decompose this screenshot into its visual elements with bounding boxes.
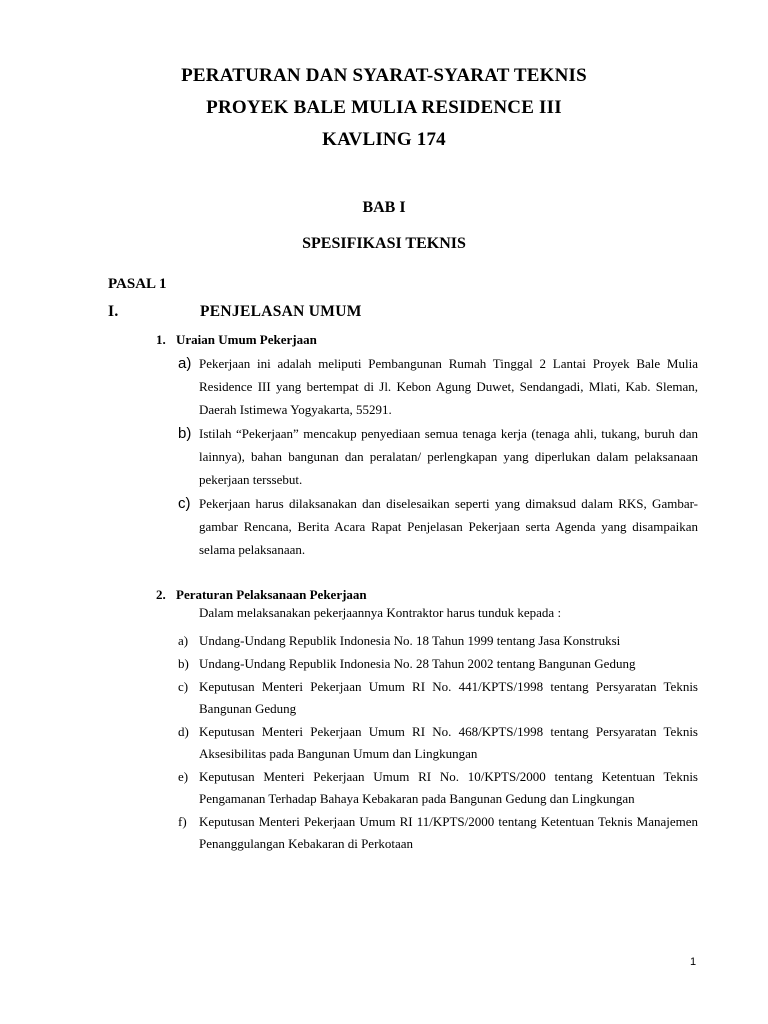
subsection-2-heading	[156, 587, 367, 603]
list-item-text: Keputusan Menteri Pekerjaan Umum RI No. 441/KPTS/1998 tentang Persyaratan Teknis Bangunan Gedung	[199, 679, 698, 716]
list-item-text: Keputusan Menteri Pekerjaan Umum RI 11/KPTS/2000 tentang Ketentuan Teknis Manajemen Penanggulangan Kebakaran di Perkotaan	[199, 814, 698, 851]
list-item-text: Undang-Undang Republik Indonesia No. 18 Tahun 1999 tentang Jasa Konstruksi	[199, 633, 621, 648]
list-marker: c)	[178, 495, 191, 512]
chapter-heading	[0, 190, 768, 262]
section-heading	[108, 303, 362, 321]
list-marker: f)	[178, 814, 187, 829]
subsection-1-heading	[156, 332, 317, 348]
list-marker: d)	[178, 724, 189, 739]
list-item	[178, 653, 698, 675]
list-item-text: Undang-Undang Republik Indonesia No. 28 Tahun 2002 tentang Bangunan Gedung	[199, 656, 636, 671]
list-item-text: Pekerjaan harus dilaksanakan dan diselesaikan seperti yang dimaksud dalam RKS, Gambar-gambar Rencana, Berita Acara Rapat Penjelasan Pekerjaan serta Agenda yang disampaikan selama pelaksanaan.	[199, 496, 698, 557]
list-marker: e)	[178, 769, 189, 784]
section-title: PENJELASAN UMUM	[200, 303, 362, 320]
list-item	[178, 630, 698, 652]
chapter-label: BAB I	[362, 199, 406, 216]
list-item	[178, 492, 698, 561]
list-item-text: Keputusan Menteri Pekerjaan Umum RI No. 10/KPTS/2000 tentang Ketentuan Teknis Pengamanan Terhadap Bahaya Kebakaran pada Bangunan Gedung dan Lingkungan	[199, 769, 698, 806]
page-number: 1	[690, 956, 697, 968]
subsection-2-list	[178, 630, 698, 856]
section-number: I.	[108, 303, 119, 320]
list-item	[178, 422, 698, 491]
list-item	[178, 766, 698, 810]
title-line-2: PROYEK BALE MULIA RESIDENCE III	[206, 97, 562, 118]
title-line-1: PERATURAN DAN SYARAT-SYARAT TEKNIS	[181, 65, 587, 86]
list-marker: a)	[178, 355, 192, 372]
list-item	[178, 721, 698, 765]
title-line-3: KAVLING 174	[322, 129, 446, 150]
subsection-2-intro: Dalam melaksanakan pekerjaannya Kontraktor harus tunduk kepada :	[199, 605, 562, 620]
list-item-text: Pekerjaan ini adalah meliputi Pembangunan Rumah Tinggal 2 Lantai Proyek Bale Mulia Residence III yang bertempat di Jl. Kebon Agung Duwet, Sendangadi, Mlati, Kab. Sleman, Daerah Istimewa Yogyakarta, 55291.	[199, 356, 698, 417]
article-heading: PASAL 1	[108, 276, 167, 292]
subsection-1-title: Uraian Umum Pekerjaan	[176, 332, 317, 347]
list-marker: a)	[178, 633, 189, 648]
list-marker: c)	[178, 679, 189, 694]
list-marker: b)	[178, 425, 192, 442]
list-item-text: Keputusan Menteri Pekerjaan Umum RI No. 468/KPTS/1998 tentang Persyaratan Teknis Aksesibilitas pada Bangunan Umum dan Lingkungan	[199, 724, 698, 761]
subsection-2-number: 2.	[156, 587, 166, 602]
subsection-1-list	[178, 352, 698, 562]
subsection-1-number: 1.	[156, 332, 166, 347]
subsection-2-title: Peraturan Pelaksanaan Pekerjaan	[176, 587, 367, 602]
list-marker: b)	[178, 656, 189, 671]
list-item	[178, 811, 698, 855]
list-item-text: Istilah “Pekerjaan” mencakup penyediaan semua tenaga kerja (tenaga ahli, tukang, buruh dan lainnya), bahan bangunan dan peralatan/ perlengkapan yang diperlukan dalam pelaksanaan pekerjaan terssebut.	[199, 426, 698, 487]
list-item	[178, 352, 698, 421]
document-title	[0, 60, 768, 156]
list-item	[178, 676, 698, 720]
chapter-title: SPESIFIKASI TEKNIS	[302, 235, 466, 252]
